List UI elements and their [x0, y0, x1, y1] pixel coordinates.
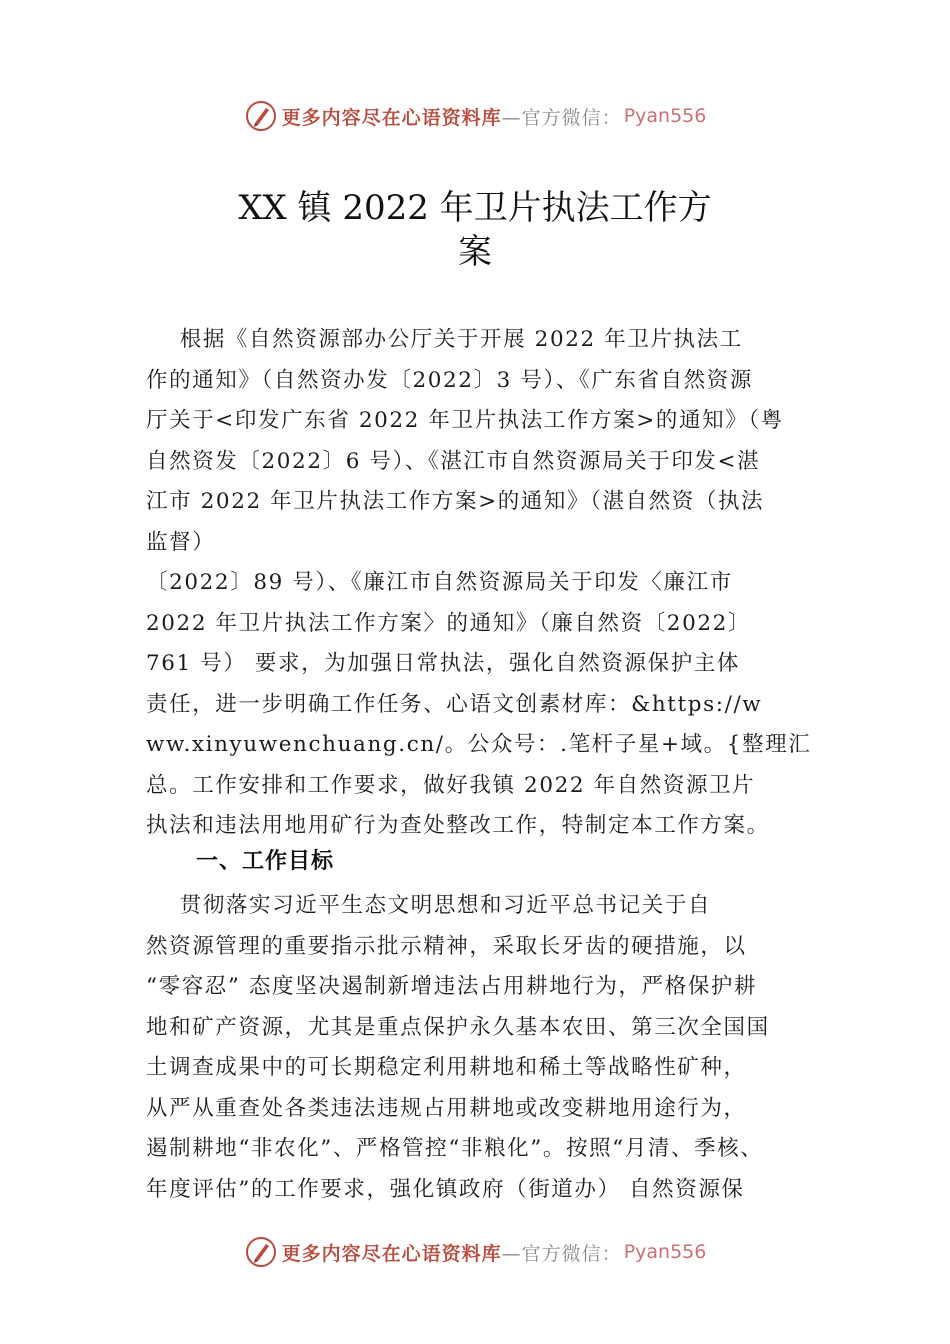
paragraph-line: 根据《自然资源部办公厅关于开展 2022 年卫片执法工	[146, 327, 743, 352]
header-banner	[0, 96, 950, 136]
paragraph-line: 〔2022〕89 号）、《廉江市自然资源局关于印发〈廉江市	[146, 570, 733, 595]
paragraph-line: 执法和违法用地用矿行为查处整改工作，特制定本工作方案。	[146, 813, 770, 838]
paragraph-line: 遏制耕地“非农化”、严格管控“非粮化”。按照“月清、季核、	[146, 1136, 764, 1161]
banner-wechat-id: Pyan556	[623, 1241, 707, 1263]
paragraph-line: 厅关于<印发广东省 2022 年卫片执法工作方案>的通知》（粤	[146, 408, 784, 433]
title-line-2: 案	[458, 232, 492, 272]
paragraph-line: 地和矿产资源，尤其是重点保护永久基本农田、第三次全国国	[146, 1014, 770, 1040]
paragraph-line: 江市 2022 年卫片执法工作方案>的通知》（湛自然资（执法	[146, 489, 765, 514]
banner-wechat-id: Pyan556	[623, 105, 707, 127]
paragraph-line: 2022 年卫片执法工作方案〉的通知》（廉自然资〔2022〕	[146, 610, 752, 636]
paragraph-line: 责任，进一步明确工作任务、心语文创素材库：&https://w	[146, 691, 763, 717]
paragraph-line: “零容忍” 态度坚决遏制新增违法占用耕地行为，严格保护耕	[146, 974, 758, 999]
intro-paragraph	[146, 320, 836, 847]
paragraph-line: 从严从重查处各类违法违规占用耕地或改变耕地用途行为，	[146, 1095, 747, 1121]
title-line-1: XX 镇 2022 年卫片执法工作方	[238, 188, 712, 228]
paragraph-line: ww.xinyuwenchuang.cn/。公众号：.笔杆子星+域。{整理汇	[146, 732, 812, 757]
paragraph-line: 761 号） 要求，为加强日常执法，强化自然资源保护主体	[146, 651, 741, 676]
paragraph-line: 土调查成果中的可长期稳定利用耕地和稀土等战略性矿种，	[146, 1055, 747, 1080]
paragraph-line: 作的通知》（自然资办发〔2022〕3 号）、《广东省自然资源	[146, 367, 753, 393]
footer-banner	[0, 1232, 950, 1272]
paragraph-line: 年度评估”的工作要求，强化镇政府（街道办） 自然资源保	[146, 1176, 745, 1202]
paragraph-line: 监督）	[146, 529, 216, 555]
banner-brand-text: 更多内容尽在心语资料库	[281, 106, 502, 129]
goals-paragraph	[146, 886, 836, 1210]
paragraph-line: 然资源管理的重要指示批示精神，采取长牙齿的硬措施，以	[146, 933, 747, 959]
paragraph-line: 总。工作安排和工作要求，做好我镇 2022 年自然资源卫片	[146, 772, 756, 798]
document-title	[0, 186, 950, 274]
pen-logo-icon	[244, 1235, 278, 1269]
banner-brand-text: 更多内容尽在心语资料库	[281, 1242, 502, 1265]
paragraph-line: 贯彻落实习近平生态文明思想和习近平总书记关于自	[146, 893, 712, 918]
pen-logo-icon	[244, 99, 278, 133]
banner-separator-text: —官方微信：	[501, 1242, 622, 1265]
paragraph-line: 自然资发〔2022〕6 号）、《湛江市自然资源局关于印发<湛	[146, 448, 761, 474]
section-heading-goals: 一、工作目标	[196, 849, 335, 874]
banner-separator-text: —官方微信：	[501, 106, 622, 129]
